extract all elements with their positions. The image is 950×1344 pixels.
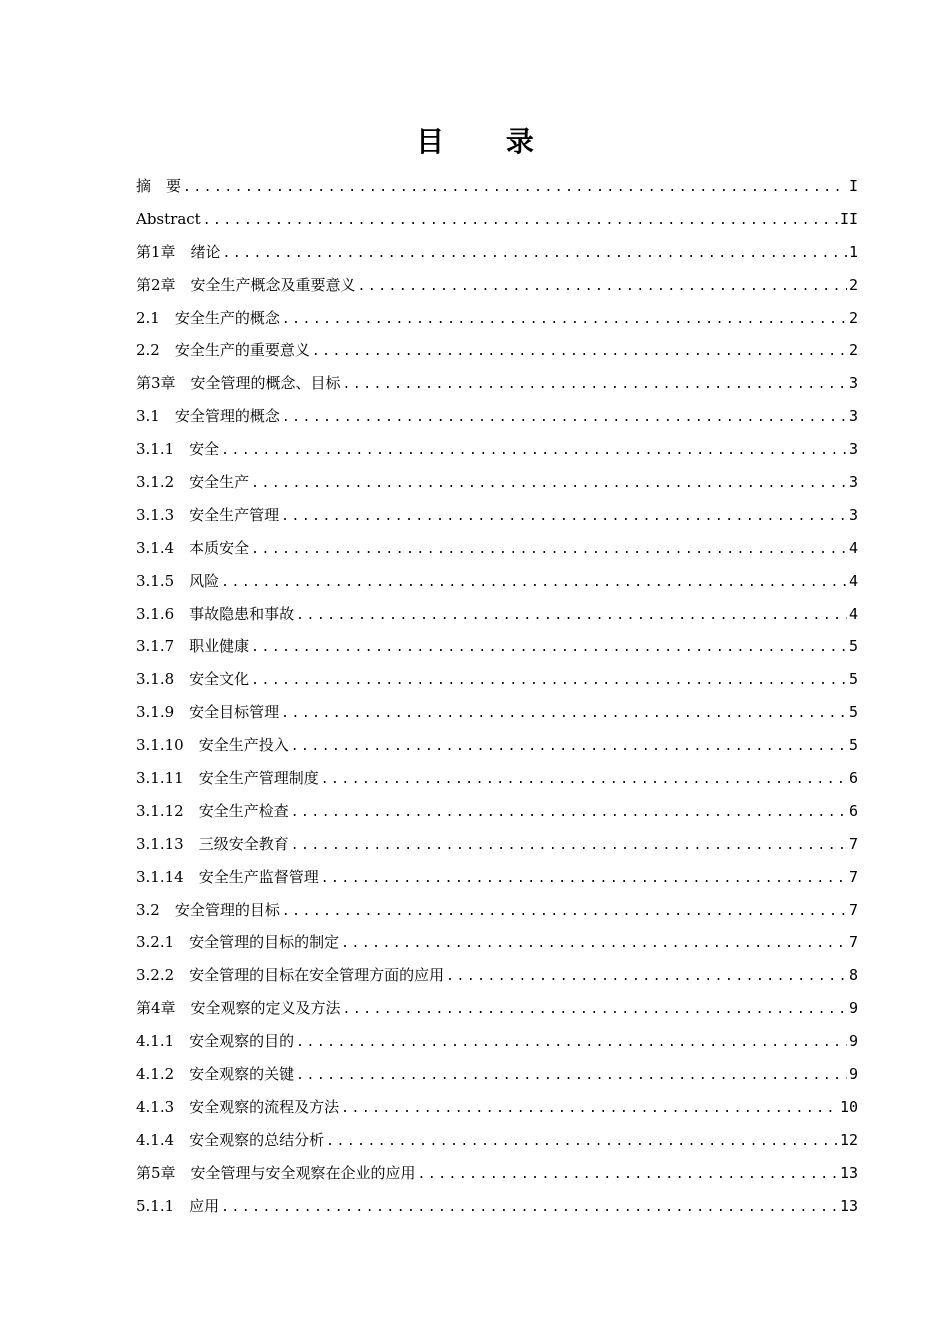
toc-entry[interactable] — [136, 400, 858, 433]
toc-dot-leader — [282, 402, 847, 433]
toc-entry[interactable] — [136, 1157, 858, 1190]
toc-entry-page-number: 3 — [848, 505, 858, 524]
toc-entry-page-number: 2 — [848, 275, 858, 294]
toc-entry-page-number: 5 — [848, 703, 858, 722]
toc-entry[interactable] — [136, 1091, 858, 1124]
toc-entry[interactable] — [136, 992, 858, 1025]
toc-entry-label: 3.1.13 三级安全教育 — [136, 834, 289, 853]
toc-entry[interactable] — [136, 302, 858, 335]
toc-dot-leader — [358, 271, 847, 302]
toc-entry[interactable] — [136, 861, 858, 894]
toc-entry[interactable] — [136, 367, 858, 400]
toc-entry-label: 第1章 绪论 — [136, 242, 221, 261]
toc-entry-label: 第2章 安全生产概念及重要意义 — [136, 275, 356, 294]
table-of-contents — [136, 170, 858, 1223]
toc-dot-leader — [183, 172, 847, 203]
toc-dot-leader — [251, 665, 847, 696]
toc-entry-label: 3.2.2 安全管理的目标在安全管理方面的应用 — [136, 966, 445, 985]
toc-entry[interactable] — [136, 532, 858, 565]
toc-entry[interactable] — [136, 1124, 858, 1157]
toc-dot-leader — [446, 961, 847, 992]
toc-entry-label: 4.1.4 安全观察的总结分析 — [136, 1130, 325, 1149]
toc-entry[interactable] — [136, 926, 858, 959]
toc-entry[interactable] — [136, 696, 858, 729]
toc-entry[interactable] — [136, 598, 858, 631]
toc-dot-leader — [223, 238, 847, 269]
toc-entry-label: 第4章 安全观察的定义及方法 — [136, 999, 341, 1018]
toc-entry-page-number: 13 — [839, 1196, 858, 1215]
toc-dot-leader — [321, 764, 847, 795]
toc-entry-page-number: 7 — [848, 834, 858, 853]
toc-dot-leader — [312, 336, 847, 367]
toc-entry-page-number: 10 — [839, 1097, 858, 1116]
toc-entry-page-number: 3 — [848, 440, 858, 459]
toc-entry-label: 3.1.3 安全生产管理 — [136, 505, 280, 524]
toc-dot-leader — [296, 600, 847, 631]
toc-dot-leader — [203, 205, 838, 236]
toc-entry-label: 3.1.14 安全生产监督管理 — [136, 867, 319, 886]
toc-entry[interactable] — [136, 236, 858, 269]
toc-dot-leader — [251, 534, 847, 565]
toc-dot-leader — [321, 863, 847, 894]
toc-entry[interactable] — [136, 1058, 858, 1091]
toc-entry-page-number: 4 — [848, 571, 858, 590]
toc-entry[interactable] — [136, 1025, 858, 1058]
toc-entry-label: 2.1 安全生产的概念 — [136, 308, 280, 327]
toc-entry-label: 第5章 安全管理与安全观察在企业的应用 — [136, 1163, 416, 1182]
toc-dot-leader — [341, 928, 847, 959]
toc-entry[interactable] — [136, 795, 858, 828]
toc-dot-leader — [343, 369, 847, 400]
toc-entry[interactable] — [136, 170, 858, 203]
toc-entry-label: 3.1.9 安全目标管理 — [136, 703, 280, 722]
toc-entry[interactable] — [136, 203, 858, 236]
toc-entry-label: 3.1.1 安全 — [136, 440, 220, 459]
toc-entry-label: 3.1.10 安全生产投入 — [136, 736, 289, 755]
toc-entry-label: 3.2.1 安全管理的目标的制定 — [136, 933, 340, 952]
toc-dot-leader — [343, 994, 847, 1025]
toc-entry-label: 4.1.1 安全观察的目的 — [136, 1032, 295, 1051]
toc-entry[interactable] — [136, 433, 858, 466]
toc-entry-page-number: 9 — [848, 999, 858, 1018]
toc-dot-leader — [291, 797, 847, 828]
toc-entry-label: 3.1 安全管理的概念 — [136, 407, 280, 426]
toc-entry-label: 5.1.1 应用 — [136, 1196, 220, 1215]
page-title: 目 录 — [416, 125, 560, 158]
toc-entry-label: Abstract — [136, 209, 201, 228]
toc-entry-page-number: 1 — [848, 242, 858, 261]
toc-entry-label: 3.1.4 本质安全 — [136, 538, 250, 557]
toc-entry-page-number: 7 — [848, 933, 858, 952]
toc-entry-page-number: 2 — [848, 308, 858, 327]
toc-entry-page-number: 5 — [848, 670, 858, 689]
toc-entry[interactable] — [136, 499, 858, 532]
toc-entry-label: 3.1.12 安全生产检查 — [136, 801, 289, 820]
toc-entry-page-number: 3 — [848, 473, 858, 492]
toc-dot-leader — [281, 698, 847, 729]
toc-entry-page-number: 4 — [848, 604, 858, 623]
toc-entry-page-number: 3 — [848, 407, 858, 426]
toc-dot-leader — [296, 1060, 847, 1091]
toc-entry[interactable] — [136, 334, 858, 367]
toc-dot-leader — [221, 435, 847, 466]
toc-entry[interactable] — [136, 762, 858, 795]
toc-entry-page-number: 7 — [848, 900, 858, 919]
toc-dot-leader — [291, 830, 847, 861]
toc-entry-page-number: 9 — [848, 1065, 858, 1084]
toc-dot-leader — [326, 1126, 838, 1157]
toc-dot-leader — [251, 632, 847, 663]
toc-dot-leader — [341, 1093, 838, 1124]
toc-entry-page-number: 3 — [848, 374, 858, 393]
toc-dot-leader — [418, 1159, 838, 1190]
toc-dot-leader — [291, 731, 847, 762]
toc-dot-leader — [296, 1027, 847, 1058]
toc-dot-leader — [282, 896, 847, 927]
toc-entry[interactable] — [136, 894, 858, 927]
toc-entry-label: 3.1.7 职业健康 — [136, 637, 250, 656]
toc-entry-label: 4.1.3 安全观察的流程及方法 — [136, 1097, 340, 1116]
toc-entry[interactable] — [136, 466, 858, 499]
toc-entry-page-number: 4 — [848, 538, 858, 557]
toc-entry-label: 3.1.2 安全生产 — [136, 473, 250, 492]
toc-entry[interactable] — [136, 565, 858, 598]
toc-entry-label: 2.2 安全生产的重要意义 — [136, 341, 310, 360]
toc-entry-page-number: I — [848, 177, 858, 195]
toc-entry-label: 3.1.8 安全文化 — [136, 670, 250, 689]
toc-entry[interactable] — [136, 269, 858, 302]
toc-dot-leader — [221, 567, 847, 598]
toc-entry-page-number: 5 — [848, 736, 858, 755]
toc-entry[interactable] — [136, 663, 858, 696]
toc-entry[interactable] — [136, 1190, 858, 1223]
toc-entry-page-number: 13 — [839, 1163, 858, 1182]
toc-entry[interactable] — [136, 630, 858, 663]
toc-dot-leader — [251, 468, 847, 499]
toc-dot-leader — [221, 1192, 838, 1223]
toc-entry-page-number: II — [839, 209, 858, 228]
toc-entry-page-number: 5 — [848, 637, 858, 656]
toc-entry-label: 4.1.2 安全观察的关键 — [136, 1065, 295, 1084]
toc-entry-label: 3.1.5 风险 — [136, 571, 220, 590]
toc-dot-leader — [281, 501, 847, 532]
toc-entry-page-number: 2 — [848, 341, 858, 360]
toc-entry-label: 3.2 安全管理的目标 — [136, 900, 280, 919]
toc-entry-page-number: 7 — [848, 867, 858, 886]
toc-entry-page-number: 6 — [848, 769, 858, 788]
toc-entry-page-number: 6 — [848, 801, 858, 820]
toc-entry-label: 摘 要 — [136, 177, 182, 195]
toc-entry[interactable] — [136, 729, 858, 762]
toc-entry-page-number: 9 — [848, 1032, 858, 1051]
toc-dot-leader — [282, 304, 847, 335]
toc-entry[interactable] — [136, 959, 858, 992]
toc-entry-page-number: 8 — [848, 966, 858, 985]
toc-entry-label: 第3章 安全管理的概念、目标 — [136, 374, 341, 393]
toc-entry-label: 3.1.11 安全生产管理制度 — [136, 769, 319, 788]
toc-entry-page-number: 12 — [839, 1130, 858, 1149]
toc-entry-label: 3.1.6 事故隐患和事故 — [136, 604, 295, 623]
toc-entry[interactable] — [136, 828, 858, 861]
